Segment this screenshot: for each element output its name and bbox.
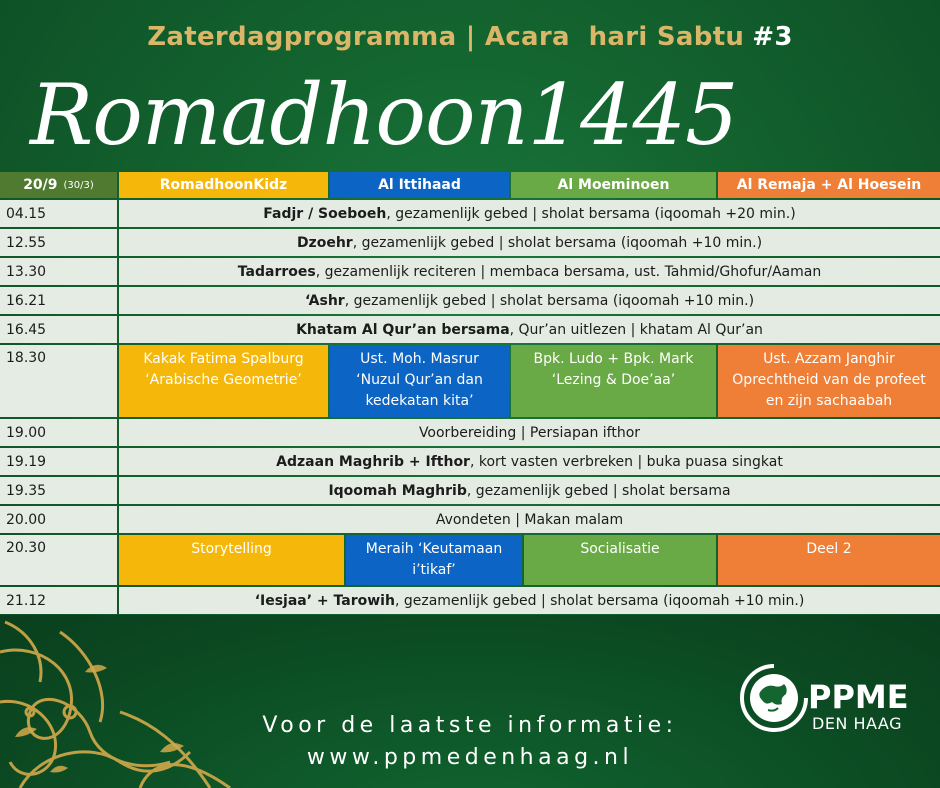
program-title: Adzaan Maghrib + Ifthor: [276, 453, 470, 470]
row-program: [119, 477, 940, 504]
poster-title: Romadhoon1445: [30, 66, 738, 164]
schedule-rows: [0, 200, 940, 614]
schedule-header-row: [0, 172, 940, 198]
row-time: 19.19: [0, 448, 117, 475]
activity-ittihaad: Ust. Moh. Masrur ‘Nuzul Qur’an dan kedekatan kita’: [330, 345, 509, 417]
program-title: Tadarroes: [237, 263, 316, 280]
activity-kidz: Storytelling: [119, 535, 344, 585]
schedule-row: [0, 477, 940, 504]
schedule-row: [0, 419, 940, 446]
date-alt-label: (30/3): [63, 179, 94, 191]
row-program: [119, 258, 940, 285]
group-header-kidz: RomadhoonKidz: [119, 172, 328, 198]
program-title: Iqoomah Maghrib: [328, 482, 467, 499]
program-description: Avondeten | Makan malam: [435, 511, 624, 528]
footer-website[interactable]: www.ppmedenhaag.nl: [306, 745, 634, 770]
date-header: [0, 172, 117, 198]
activity-moeminoen: Bpk. Ludo + Bpk. Mark ‘Lezing & Doe’aa’: [511, 345, 716, 417]
schedule-row: [0, 229, 940, 256]
schedule-row: [0, 316, 940, 343]
program-title: Fadjr / Soeboeh: [263, 205, 387, 222]
row-program: [119, 229, 940, 256]
row-time: 20.00: [0, 506, 117, 533]
program-description: , gezamenlijk gebed | sholat bersama (iqoomah +10 min.): [394, 592, 805, 609]
activity-moeminoen: Socialisatie: [524, 535, 716, 585]
program-title: Khatam Al Qur’an bersama: [296, 321, 510, 338]
program-description: , gezamenlijk gebed | sholat bersama: [466, 482, 731, 499]
row-time: 16.45: [0, 316, 117, 343]
activity-remaja: Deel 2: [718, 535, 940, 585]
row-program: [119, 287, 940, 314]
row-time: 21.12: [0, 587, 117, 614]
program-title: Dzoehr: [296, 234, 353, 251]
program-description: Voorbereiding | Persiapan ifthor: [418, 424, 641, 441]
schedule-row: [0, 448, 940, 475]
activity-kidz: Kakak Fatima Spalburg ‘Arabische Geometrie’: [119, 345, 328, 417]
row-time: 19.00: [0, 419, 117, 446]
date-label: 20/9: [23, 177, 58, 193]
schedule-row: [0, 587, 940, 614]
row-time: 13.30: [0, 258, 117, 285]
row-time: 12.55: [0, 229, 117, 256]
logo-sub: DEN HAAG: [812, 714, 902, 733]
row-program: [119, 316, 940, 343]
schedule-row: [0, 258, 940, 285]
schedule-row: [0, 287, 940, 314]
edition-number: #3: [752, 22, 793, 52]
row-program: [119, 419, 940, 446]
ppme-globe-icon: [738, 662, 810, 734]
row-time: 20.30: [0, 535, 117, 585]
row-program: [119, 200, 940, 227]
subtitle-text: Zaterdagprogramma | Acara hari Sabtu: [147, 22, 745, 52]
schedule-row: [0, 345, 940, 417]
program-title: ‘Ashr: [304, 292, 345, 309]
program-title: ‘Iesjaa’ + Tarowih: [254, 592, 395, 609]
footer-info-line: Voor de laatste informatie:: [262, 713, 678, 738]
program-description: , kort vasten verbreken | buka puasa singkat: [469, 453, 783, 470]
logo-name: PPME: [808, 678, 909, 716]
schedule-row: [0, 200, 940, 227]
program-description: , gezamenlijk reciteren | membaca bersama, ust. Tahmid/Ghofur/Aaman: [315, 263, 822, 280]
row-program: [119, 448, 940, 475]
schedule-row: [0, 506, 940, 533]
group-header-ittihaad: Al Ittihaad: [330, 172, 509, 198]
group-header-remaja: Al Remaja + Al Hoesein: [718, 172, 940, 198]
row-time: 18.30: [0, 345, 117, 417]
poster-subtitle: [0, 22, 940, 52]
activity-ittihaad: Meraih ‘Keutamaan i’tikaf’: [346, 535, 522, 585]
group-header-moeminoen: Al Moeminoen: [511, 172, 716, 198]
program-description: , gezamenlijk gebed | sholat bersama (iqoomah +20 min.): [386, 205, 796, 222]
program-description: , gezamenlijk gebed | sholat bersama (iqoomah +10 min.): [344, 292, 755, 309]
row-time: 16.21: [0, 287, 117, 314]
schedule-table: [0, 172, 940, 616]
row-program: [119, 587, 940, 614]
program-description: , gezamenlijk gebed | sholat bersama (iqoomah +10 min.): [352, 234, 763, 251]
schedule-row: [0, 535, 940, 585]
row-time: 19.35: [0, 477, 117, 504]
row-time: 04.15: [0, 200, 117, 227]
activity-remaja: Ust. Azzam Janghir Oprechtheid van de profeet en zijn sachaabah: [718, 345, 940, 417]
program-description: , Qur’an uitlezen | khatam Al Qur’an: [509, 321, 763, 338]
row-program: [119, 506, 940, 533]
